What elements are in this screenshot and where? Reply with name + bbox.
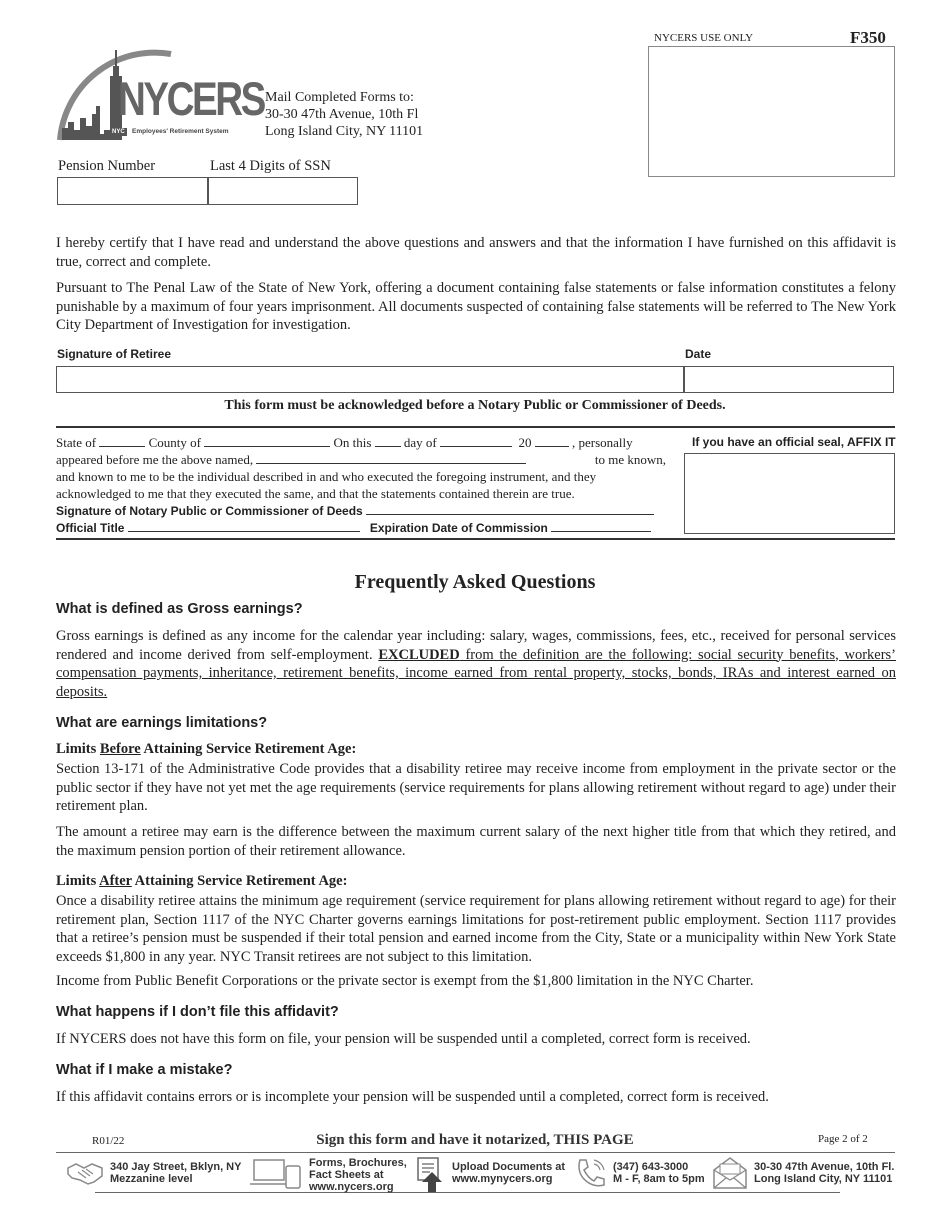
mail-address <box>265 89 423 140</box>
faq-q1: What is defined as Gross earnings? <box>56 601 303 617</box>
date-label: Date <box>685 347 712 361</box>
day-of-label: day of <box>403 435 437 450</box>
footer-phone-hours: M - F, 8am to 5pm <box>613 1173 705 1185</box>
nycers-use-only-box <box>648 46 895 177</box>
date-field[interactable] <box>683 366 894 393</box>
footer-item-mail <box>754 1161 894 1185</box>
mail-line-1: Mail Completed Forms to: <box>265 90 414 105</box>
faq-a1-excluded: EXCLUDED <box>378 646 460 663</box>
signature-retiree-label: Signature of Retiree <box>57 347 172 361</box>
notary-bottom-rule <box>56 538 895 540</box>
day-field[interactable] <box>375 434 401 447</box>
footer-item-phone <box>613 1161 705 1185</box>
footer-mail-line-2: Long Island City, NY 11101 <box>754 1173 893 1185</box>
sign-notice: Sign this form and have it notarized, THIS PAGE <box>316 1132 634 1148</box>
phone-icon <box>574 1156 608 1190</box>
official-title-field[interactable] <box>128 519 360 532</box>
footer-forms-line-2: Fact Sheets at <box>309 1169 384 1181</box>
footer-bottom-rule <box>95 1192 840 1193</box>
expiration-field[interactable] <box>551 519 651 532</box>
logo <box>56 46 264 146</box>
penal-law-paragraph: Pursuant to The Penal Law of the State of New York, offering a document containing false statements or false information constitutes a felony punishable by a maximum of four years imprisonment. All documents suspected of containing false statements will be referred to The New York City Department of Investigation for investigation. <box>56 280 896 333</box>
devices-icon <box>250 1158 302 1190</box>
appeared-label: appeared before me the above named, <box>56 452 254 467</box>
limits-after-word: After <box>99 873 132 889</box>
notary-signature-field[interactable] <box>366 502 654 515</box>
state-of-label: State of <box>56 435 97 450</box>
faq-q2: What are earnings limitations? <box>56 715 268 731</box>
logo-subtitle: Employees' Retirement System <box>132 128 229 135</box>
nycers-use-only-label: NYCERS USE ONLY <box>654 32 754 44</box>
logo-wordmark: NYCERS <box>118 72 264 125</box>
footer-visit-line-1: 340 Jay Street, Bklyn, NY <box>110 1161 242 1173</box>
limits-before-heading <box>56 741 356 758</box>
notary-line-2 <box>56 451 666 468</box>
page-number: Page 2 of 2 <box>818 1133 868 1145</box>
notary-notice: This form must be acknowledged before a Notary Public or Commissioner of Deeds. <box>224 398 726 413</box>
year-field[interactable] <box>535 434 569 447</box>
limits-before-pre: Limits <box>56 741 100 757</box>
after-paragraph-2: Income from Public Benefit Corporations or the private sector is exempt from the $1,800 limitation in the NYC Charter. <box>56 973 754 989</box>
mail-line-3: Long Island City, NY 11101 <box>265 124 424 139</box>
footer-item-upload <box>452 1161 565 1185</box>
handshake-icon <box>66 1158 104 1188</box>
limits-after-post: Attaining Service Retirement Age: <box>131 873 348 889</box>
signature-retiree-field[interactable] <box>56 366 685 393</box>
certify-paragraph: I hereby certify that I have read and understand the above questions and answers and that the information I have furnished on this affidavit is true, correct and complete. <box>56 235 896 270</box>
notary-line-3: and known to me to be the individual described in and who executed the foregoing instrument, and they <box>56 469 597 484</box>
pension-number-label: Pension Number <box>58 158 156 174</box>
faq-title: Frequently Asked Questions <box>354 571 596 593</box>
limits-after-heading <box>56 873 347 890</box>
footer-phone-number[interactable]: (347) 643-3000 <box>613 1161 689 1173</box>
month-field[interactable] <box>440 434 512 447</box>
state-field[interactable] <box>99 434 145 447</box>
year-prefix: 20 <box>518 435 532 450</box>
form-id: F350 <box>850 28 886 47</box>
limits-after-pre: Limits <box>56 873 100 889</box>
county-field[interactable] <box>204 434 330 447</box>
on-this-label: On this <box>333 435 372 450</box>
faq-a1-plain: Gross earnings is defined as any income for the calendar year including: salary, wages, commissions, fees, etc., received for personal services rendered and income derived from self-employment. <box>56 628 896 663</box>
footer-forms-line-1: Forms, Brochures, <box>309 1157 407 1169</box>
faq-a4: If this affidavit contains errors or is incomplete your pension will be suspended until a completed, correct form is received. <box>56 1089 769 1105</box>
footer-forms-link[interactable]: www.nycers.org <box>309 1181 394 1193</box>
named-person-field[interactable] <box>256 451 526 464</box>
personally-label: , personally <box>571 435 633 450</box>
to-me-known-label: to me known, <box>594 452 666 467</box>
before-paragraph-2: The amount a retiree may earn is the difference between the maximum current salary of the next higher title from that which they retired, and the maximum pension portion of their retirement allowance. <box>56 824 896 859</box>
expiration-label: Expiration Date of Commission <box>369 521 548 535</box>
after-paragraph-1: Once a disability retiree attains the minimum age requirement (service requirement for plans allowing retirement without regard to age) for their retirement plan, Section 1117 of the NYC Charter governs earnings limitations for post-retirement public employment. Section 1117 provides that a retiree’s pension must be suspended if their total pension and earned income from the City, State or a municipality within New York State exceeds $1,800 in any year. NYC Transit retirees are not subject to this limitation. <box>56 893 896 965</box>
notary-line-5 <box>56 502 666 520</box>
notary-top-rule <box>56 426 895 428</box>
county-of-label: County of <box>148 435 201 450</box>
faq-a3: If NYCERS does not have this form on file, your pension will be suspended until a completed, correct form is received. <box>56 1031 751 1047</box>
faq-a1 <box>56 627 896 701</box>
upload-icon <box>414 1156 446 1192</box>
footer-mail-line-1: 30-30 47th Avenue, 10th Fl. <box>754 1161 895 1173</box>
before-paragraph-1: Section 13-171 of the Administrative Code provides that a disability retiree may receive income from employment in the private sector or the public sector if they have not yet met the age requirements (service requirements for plans allowing retirement without regard to age) under their retirement plan. <box>56 761 896 814</box>
footer-upload-line-1: Upload Documents at <box>452 1161 566 1173</box>
footer-visit-line-2: Mezzanine level <box>110 1173 193 1185</box>
limits-before-post: Attaining Service Retirement Age: <box>140 741 357 757</box>
faq-q4: What if I make a mistake? <box>56 1062 233 1078</box>
notary-line-4: acknowledged to me that they executed the same, and that the statements contained therein are true. <box>56 486 575 501</box>
footer-item-visit <box>110 1161 241 1185</box>
footer-item-forms <box>309 1157 407 1193</box>
pension-number-field[interactable] <box>57 177 209 205</box>
notary-line-1 <box>56 434 666 451</box>
notary-signature-label: Signature of Notary Public or Commissioner of Deeds <box>56 504 363 518</box>
logo-nyc-tag: NYC <box>112 129 125 135</box>
footer-top-rule <box>56 1152 895 1153</box>
ssn-field[interactable] <box>207 177 358 205</box>
official-title-label: Official Title <box>56 521 125 535</box>
footer-upload-link[interactable]: www.mynycers.org <box>452 1173 553 1185</box>
notary-line-6 <box>56 519 666 537</box>
revision-label: R01/22 <box>92 1135 125 1147</box>
ssn-label: Last 4 Digits of SSN <box>210 158 331 174</box>
faq-q3: What happens if I don’t file this affidavit? <box>56 1004 339 1020</box>
mail-line-2: 30-30 47th Avenue, 10th Fl <box>265 107 419 122</box>
seal-box <box>684 453 895 534</box>
faq-a1-excluded-list: from the definition are the following: social security benefits, workers’ compensation payments, inheritance, retirement benefits, income earned from rental property, stocks, bonds, IRAs and interest earned on deposits. <box>56 646 897 700</box>
limits-before-word: Before <box>99 741 141 757</box>
mail-icon <box>712 1156 748 1190</box>
seal-label: If you have an official seal, AFFIX IT <box>692 435 896 449</box>
